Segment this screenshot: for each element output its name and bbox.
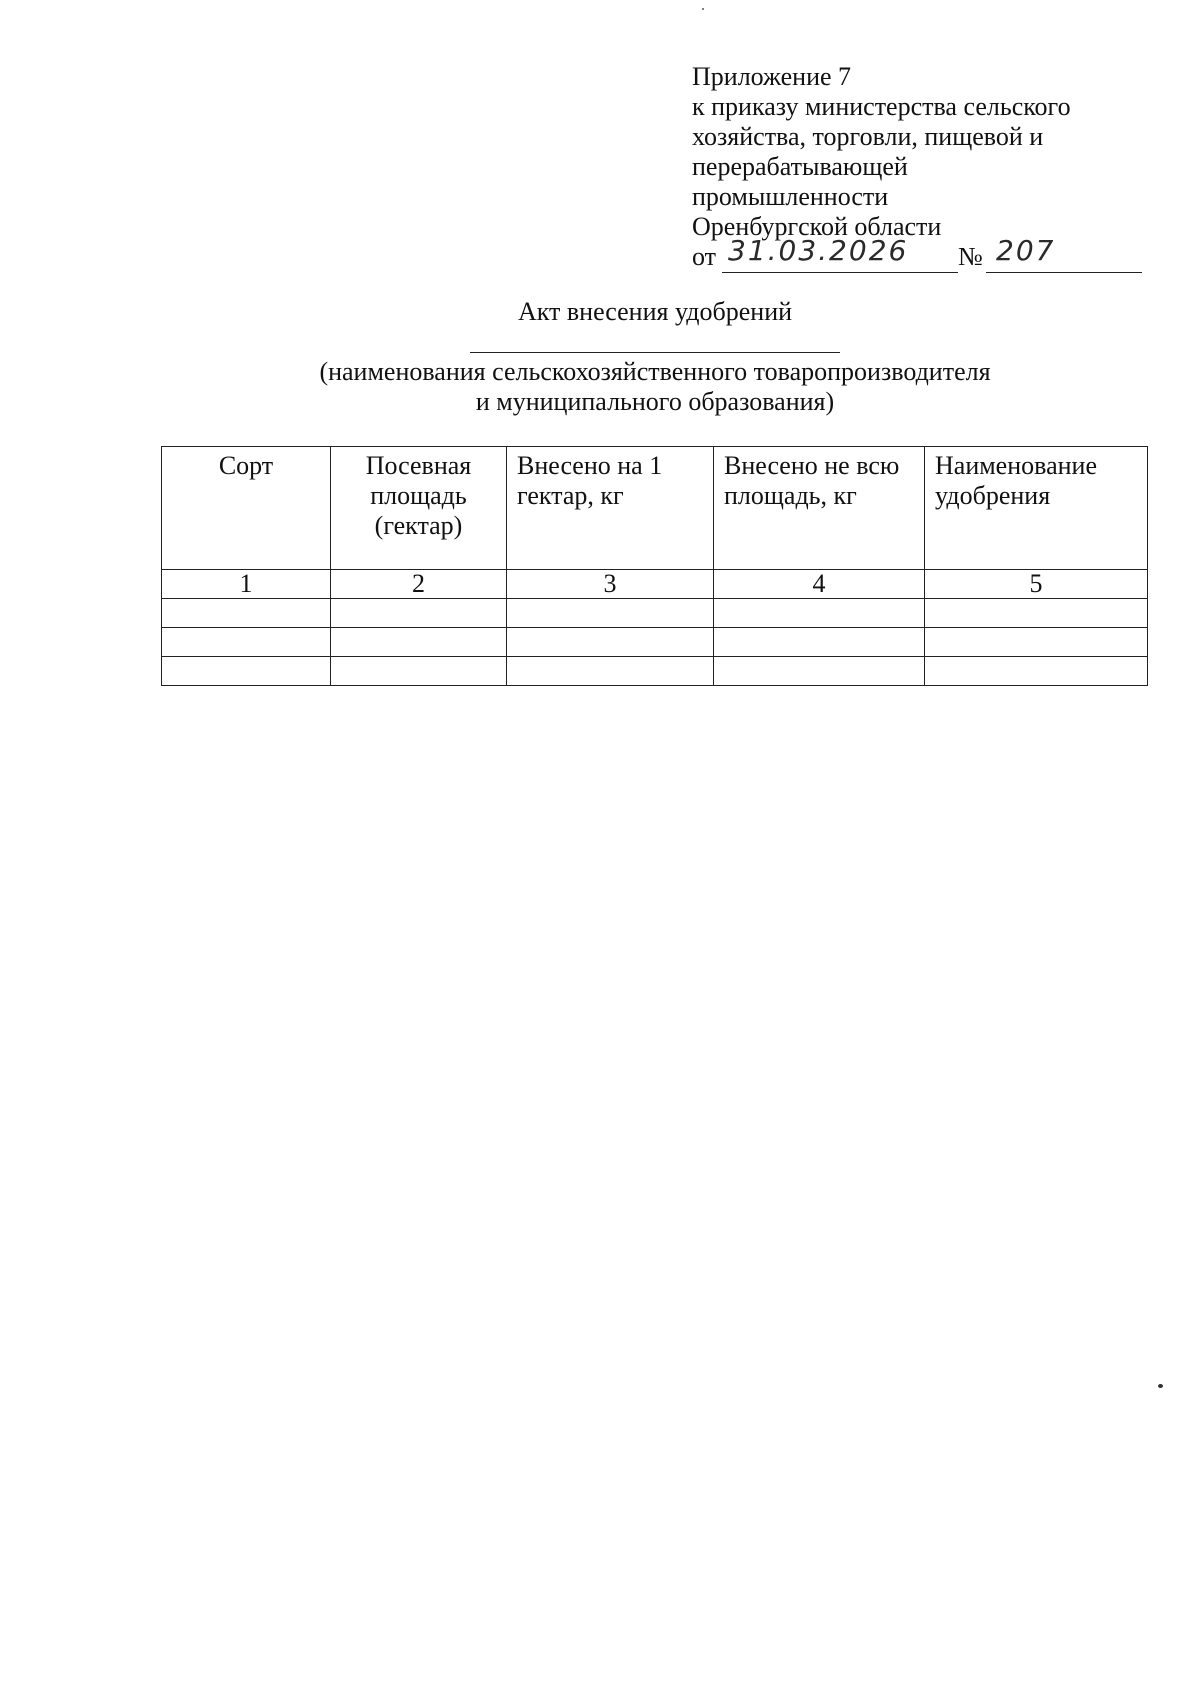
date-prefix: от	[692, 242, 717, 271]
appendix-line: Оренбургской области	[692, 212, 942, 241]
appendix-line: хозяйства, торговли, пищевой и	[692, 122, 1044, 151]
table-cell[interactable]	[331, 657, 507, 686]
column-number: 5	[925, 570, 1148, 599]
table-row	[162, 628, 1148, 657]
appendix-line: Приложение 7	[692, 62, 852, 91]
table-number-row	[162, 570, 1148, 599]
fertilizer-table	[161, 446, 1148, 686]
header-cell-area: Посевная площадь (гектар)	[331, 447, 507, 570]
table-cell[interactable]	[925, 628, 1148, 657]
table-cell[interactable]	[714, 628, 925, 657]
table-cell[interactable]	[507, 657, 714, 686]
header-cell-variety: Сорт	[162, 447, 331, 570]
table-cell[interactable]	[162, 657, 331, 686]
scan-speck	[702, 8, 704, 10]
caption-line-1: (наименования сельскохозяйственного товаропроизводителя	[319, 357, 991, 386]
caption-line-2: и муниципального образования)	[475, 387, 835, 416]
handwritten-date: 31.03.2026	[728, 234, 909, 267]
table-cell[interactable]	[331, 599, 507, 628]
header-cell-total: Внесено не всю площадь, кг	[714, 447, 925, 570]
number-prefix: №	[958, 242, 983, 271]
table-cell[interactable]	[507, 628, 714, 657]
blank-caption	[0, 357, 1200, 417]
table-header-row	[162, 447, 1148, 570]
order-date-number	[692, 234, 1152, 276]
appendix-line: перерабатывающей	[692, 152, 908, 181]
column-number: 3	[507, 570, 714, 599]
table-cell[interactable]	[162, 628, 331, 657]
table-cell[interactable]	[925, 599, 1148, 628]
table-row	[162, 657, 1148, 686]
table-row	[162, 599, 1148, 628]
document-title: Акт внесения удобрений	[517, 297, 793, 326]
header-cell-fertilizer-name: Наименование удобрения	[925, 447, 1148, 570]
appendix-header	[692, 62, 1152, 276]
appendix-line: промышленности	[692, 182, 889, 211]
column-number: 1	[162, 570, 331, 599]
appendix-line: к приказу министерства сельского	[692, 92, 1071, 121]
header-cell-per-hectare: Внесено на 1 гектар, кг	[507, 447, 714, 570]
table-cell[interactable]	[507, 599, 714, 628]
table-cell[interactable]	[714, 657, 925, 686]
column-number: 2	[331, 570, 507, 599]
table-cell[interactable]	[331, 628, 507, 657]
table-cell[interactable]	[162, 599, 331, 628]
date-field	[722, 234, 958, 273]
scan-speck	[1158, 1384, 1163, 1388]
producer-name-blank	[470, 352, 840, 353]
table-cell[interactable]	[925, 657, 1148, 686]
number-field	[986, 234, 1142, 273]
table-cell[interactable]	[714, 599, 925, 628]
handwritten-number: 207	[996, 234, 1056, 267]
column-number: 4	[714, 570, 925, 599]
